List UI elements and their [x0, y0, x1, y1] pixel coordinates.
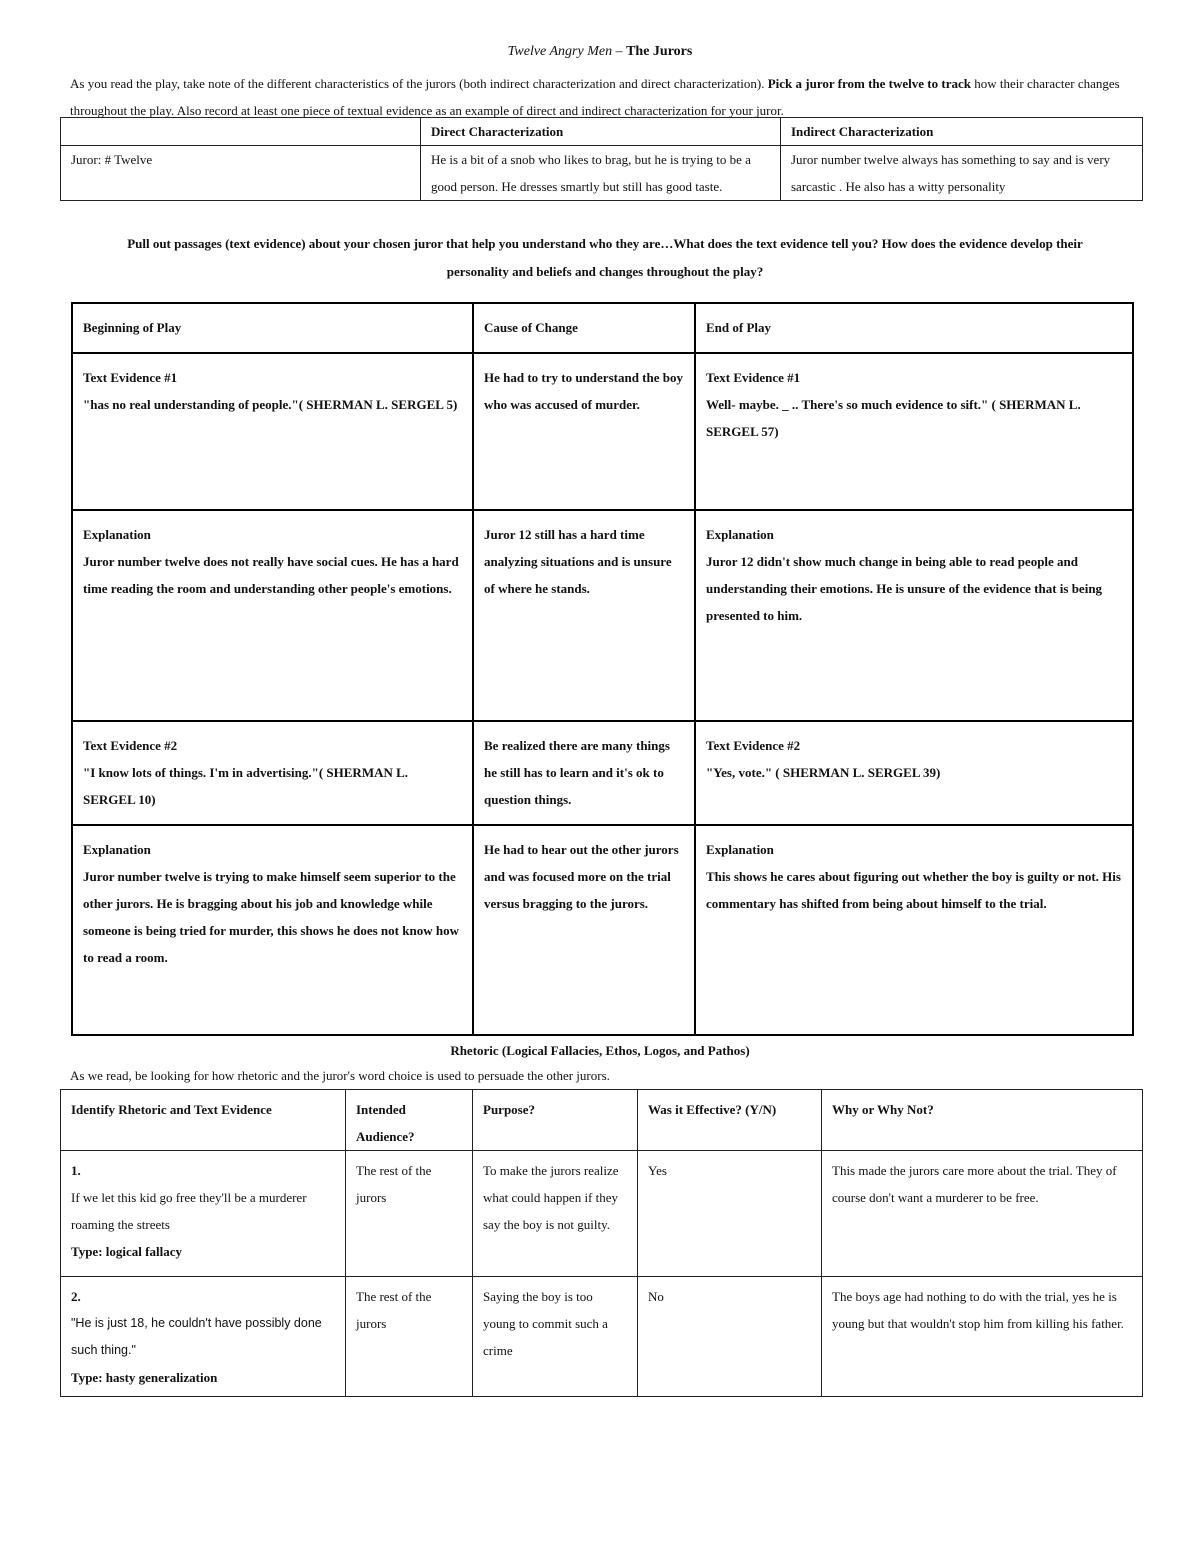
indirect-characterization-cell: Juror number twelve always has something to say and is very sarcastic . He also has a witty personality [781, 146, 1143, 201]
juror-cell: Juror: # Twelve [61, 146, 421, 201]
intro-bold: Pick a juror from the twelve to track [767, 76, 971, 91]
end-explanation-1 [695, 510, 1133, 721]
why-2: The boys age had nothing to do with the trial, yes he is young but that wouldn't stop him from killing his father. [822, 1277, 1143, 1397]
rhetoric-evidence-2 [61, 1277, 346, 1397]
beginning-evidence-1 [72, 353, 473, 510]
beginning-explanation-2 [72, 825, 473, 1035]
direct-characterization-cell: He is a bit of a snob who likes to brag, but he is trying to be a good person. He dresses smartly but still has good taste. [421, 146, 781, 201]
effective-1: Yes [638, 1151, 822, 1277]
cause-1: He had to try to understand the boy who was accused of murder. [473, 353, 695, 510]
cell-label: Explanation [83, 527, 151, 542]
title-topic: The Jurors [626, 44, 693, 59]
cell-text: "has no real understanding of people."( SHERMAN L. SERGEL 5) [83, 397, 458, 412]
audience-2: The rest of the jurors [346, 1277, 473, 1397]
cell-label: Text Evidence #2 [706, 738, 801, 753]
audience-1: The rest of the jurors [346, 1151, 473, 1277]
table-row [61, 146, 1143, 201]
prompt-line-2: personality and beliefs and changes throughout the play? [446, 264, 764, 279]
rhetoric-title: Rhetoric (Logical Fallacies, Ethos, Logos, and Pathos) [450, 1043, 750, 1058]
table-row [61, 118, 1143, 146]
row-number: 2. [71, 1289, 81, 1304]
header-beginning: Beginning of Play [72, 303, 473, 353]
header-rhetoric: Identify Rhetoric and Text Evidence [61, 1090, 346, 1151]
cell-label: Explanation [83, 842, 151, 857]
header-why: Why or Why Not? [822, 1090, 1143, 1151]
purpose-1: To make the jurors realize what could happen if they say the boy is not guilty. [473, 1151, 638, 1277]
header-purpose: Purpose? [473, 1090, 638, 1151]
rhetoric-type: Type: hasty generalization [71, 1370, 218, 1385]
beginning-evidence-2 [72, 721, 473, 825]
end-explanation-2 [695, 825, 1133, 1035]
why-1: This made the jurors care more about the trial. They of course don't want a murderer to be free. [822, 1151, 1143, 1277]
end-evidence-2 [695, 721, 1133, 825]
page-title [0, 44, 1200, 60]
header-audience: Intended Audience? [346, 1090, 473, 1151]
cell-label: Text Evidence #1 [83, 370, 178, 385]
cell-text: This shows he cares about figuring out whether the boy is guilty or not. His commentary has shifted from being about himself to the trial. [706, 869, 1121, 911]
table-row [61, 1090, 1143, 1151]
effective-2: No [638, 1277, 822, 1397]
table-row [72, 303, 1133, 353]
header-effective: Was it Effective? (Y/N) [638, 1090, 822, 1151]
cell-label: Explanation [706, 527, 774, 542]
cell-label: Explanation [706, 842, 774, 857]
end-evidence-1 [695, 353, 1133, 510]
table-row [61, 1277, 1143, 1397]
cause-2: Juror 12 still has a hard time analyzing situations and is unsure of where he stands. [473, 510, 695, 721]
header-end: End of Play [695, 303, 1133, 353]
intro-part1: As you read the play, take note of the different characteristics of the jurors (both indirect characterization and direct characterization). [70, 76, 768, 91]
characterization-table [60, 117, 1143, 201]
table-row [61, 1151, 1143, 1277]
cell-label: Text Evidence #2 [83, 738, 178, 753]
rhetoric-evidence-1 [61, 1151, 346, 1277]
cell-text: "I know lots of things. I'm in advertising."( SHERMAN L. SERGEL 10) [83, 765, 409, 807]
prompt-line-1: Pull out passages (text evidence) about your chosen juror that help you understand who they are…What does the text evidence tell you? How does the evidence develop their [127, 236, 1083, 251]
evidence-text: If we let this kid go free they'll be a murderer roaming the streets [71, 1190, 307, 1232]
rhetoric-type: Type: logical fallacy [71, 1244, 182, 1259]
cause-3: Be realized there are many things he still has to learn and it's ok to question things. [473, 721, 695, 825]
column-header-direct: Direct Characterization [421, 118, 781, 146]
evidence-text: "He is just 18, he couldn't have possibly done such thing." [71, 1316, 322, 1357]
row-number: 1. [71, 1163, 81, 1178]
table-row [72, 353, 1133, 510]
intro-instructions [70, 70, 1150, 124]
purpose-2: Saying the boy is too young to commit such a crime [473, 1277, 638, 1397]
cell-text: Juror 12 didn't show much change in being able to read people and understanding their emotions. He is unsure of the evidence that is being presented to him. [706, 554, 1103, 623]
cell-text: Juror number twelve is trying to make himself seem superior to the other jurors. He is bragging about his job and knowledge while someone is being tried for murder, this shows he does not know how to read a room. [83, 869, 459, 965]
table-row [72, 721, 1133, 825]
rhetoric-table [60, 1089, 1143, 1397]
empty-cell [61, 118, 421, 146]
cell-label: Text Evidence #1 [706, 370, 801, 385]
cell-text: "Yes, vote." ( SHERMAN L. SERGEL 39) [706, 765, 941, 780]
cell-text: Juror number twelve does not really have social cues. He has a hard time reading the room and understanding other people's emotions. [83, 554, 459, 596]
rhetoric-intro: As we read, be looking for how rhetoric and the juror's word choice is used to persuade the other jurors. [70, 1068, 610, 1083]
header-cause: Cause of Change [473, 303, 695, 353]
cell-text: Well- maybe. _ .. There's so much evidence to sift." ( SHERMAN L. SERGEL 57) [706, 397, 1081, 439]
beginning-explanation-1 [72, 510, 473, 721]
cause-4: He had to hear out the other jurors and was focused more on the trial versus bragging to the jurors. [473, 825, 695, 1035]
table-row [72, 825, 1133, 1035]
intro-part2: how their character changes throughout the play. Also record at least one piece of textual evidence as an example of direct and indirect characterization for your juror. [70, 76, 1120, 118]
title-play-name: Twelve Angry Men [507, 44, 613, 59]
title-dash: – [612, 44, 627, 59]
juror-tracker-table [71, 302, 1134, 1036]
evidence-prompt [90, 230, 1120, 286]
table-row [72, 510, 1133, 721]
column-header-indirect: Indirect Characterization [781, 118, 1143, 146]
